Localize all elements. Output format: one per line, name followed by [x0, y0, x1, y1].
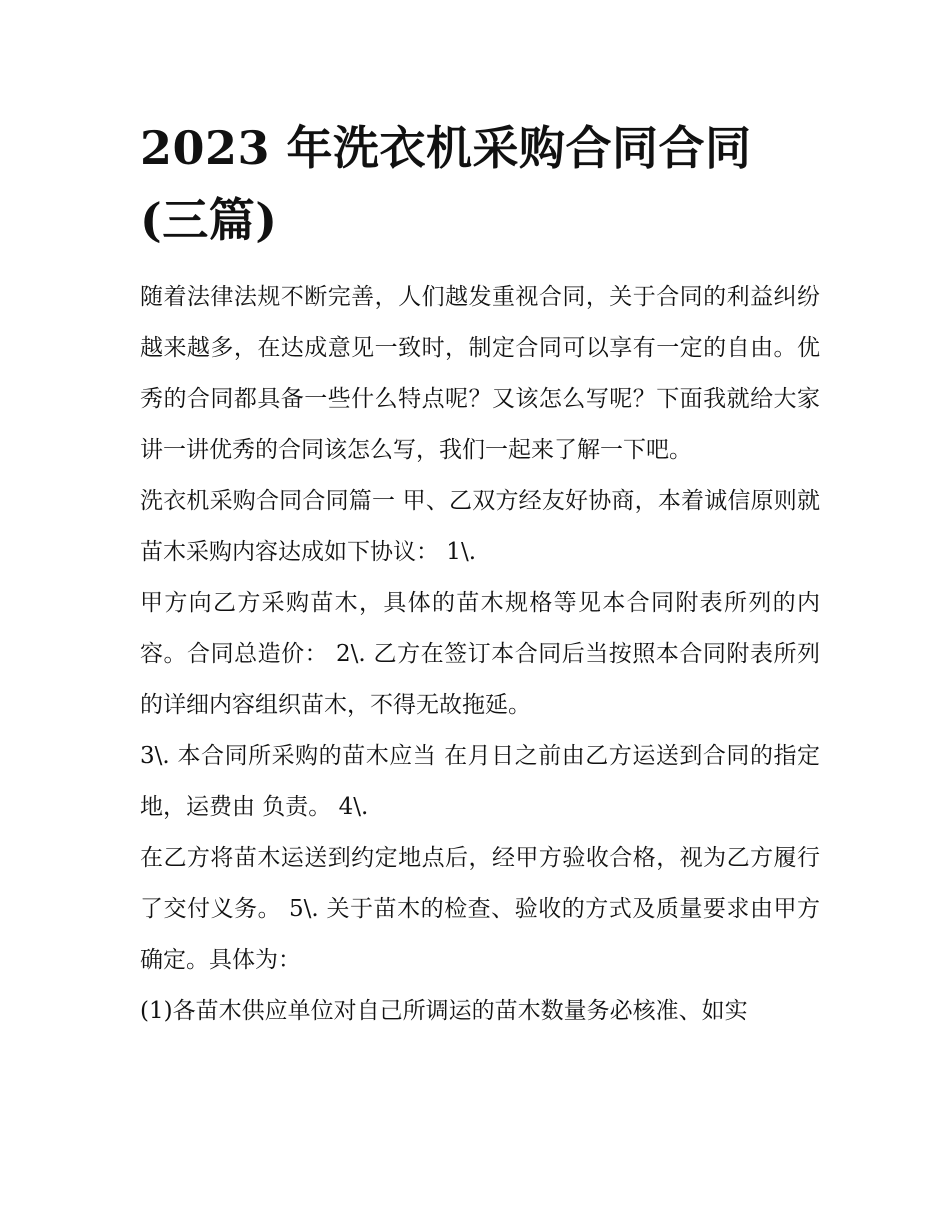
document-body — [140, 112, 820, 1037]
paragraph-clause-4-5: 在乙方将苗木运送到约定地点后，经甲方验收合格，视为乙方履行了交付义务。 5\. 关于苗木的检查、验收的方式及质量要求由甲方确定。具体为： — [140, 845, 820, 973]
paragraph-clause-1-2: 甲方向乙方采购苗木，具体的苗木规格等见本合同附表所列的内容。合同总造价： 2\. 乙方在签订本合同后当按照本合同附表所列的详细内容组织苗木，不得无故拖延。 — [140, 590, 820, 718]
paragraph-clause-3-4: 3\. 本合同所采购的苗木应当 在月日之前由乙方运送到合同的指定地，运费由 负责。 4\. — [140, 743, 820, 820]
paragraph-clause-5-1: (1)各苗木供应单位对自己所调运的苗木数量务必核准、如实 — [140, 998, 748, 1024]
paragraph-intro: 随着法律法规不断完善，人们越发重视合同，关于合同的利益纠纷越来越多，在达成意见一致时，制定合同可以享有一定的自由。优秀的合同都具备一些什么特点呢？又该怎么写呢？下面我就给大家讲一讲优秀的合同该怎么写，我们一起来了解一下吧。 — [140, 284, 820, 463]
document-title: 2023 年洗衣机采购合同合同(三篇) — [140, 121, 752, 247]
paragraph-contract-1-opening: 洗衣机采购合同合同篇一 甲、乙双方经友好协商，本着诚信原则就苗木采购内容达成如下协议： 1\. — [140, 488, 820, 565]
